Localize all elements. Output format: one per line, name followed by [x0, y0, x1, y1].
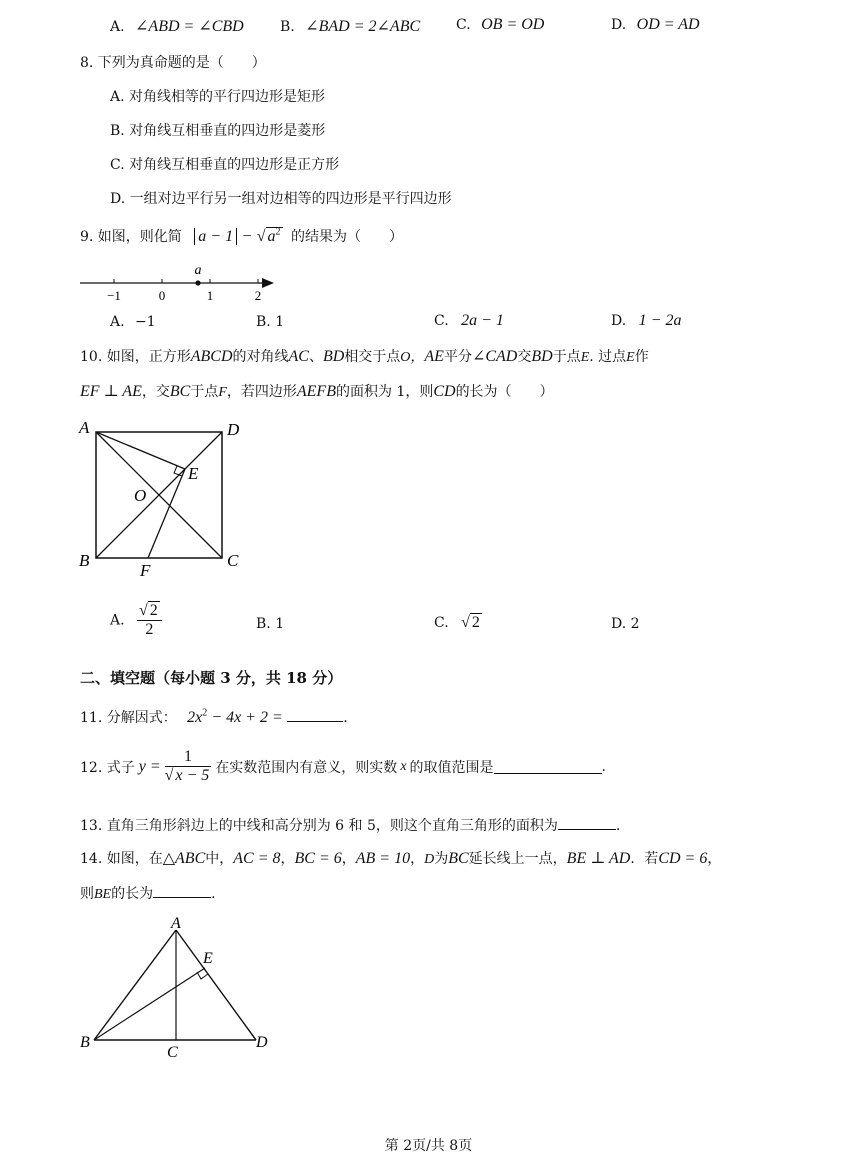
text: ，: [410, 851, 425, 867]
q9-option-b: [256, 314, 284, 330]
text: 的对角线: [232, 349, 289, 365]
option-letter: C.: [456, 17, 471, 33]
option-text: 1: [275, 616, 285, 632]
point-label: E: [188, 464, 199, 483]
text: 于点: [190, 384, 219, 400]
q7-option-b: [280, 16, 420, 36]
option-text: −1: [135, 314, 156, 330]
segment-ae: [96, 432, 185, 469]
fraction: [137, 602, 162, 639]
point-label: D: [256, 1034, 268, 1051]
math: 2: [202, 707, 208, 719]
section-heading: 二、填空题（每小题 3 分，共 18 分）: [80, 669, 343, 687]
fraction: [165, 748, 212, 785]
fraction-numerator: 1: [165, 748, 212, 767]
text: 为: [434, 851, 449, 867]
q10-stem-line1: [80, 346, 649, 366]
math: D: [424, 852, 435, 867]
q7-option-c: [456, 16, 544, 34]
q14-line2: [80, 883, 216, 903]
segment-ab: [94, 930, 176, 1040]
sqrt-radicand: x − 5: [175, 767, 210, 784]
right-angle-mark: [197, 972, 208, 979]
text: 于点: [552, 349, 581, 365]
text: 的取值范围是: [409, 759, 494, 776]
tick-label: 0: [158, 288, 166, 303]
math: BD: [322, 348, 345, 365]
option-letter: A.: [110, 19, 125, 35]
text: 延长线上一点，: [468, 851, 567, 867]
math: AB = 10: [355, 850, 411, 867]
text: ，若四边形: [226, 384, 297, 400]
math: E: [626, 350, 635, 365]
option-letter: C.: [434, 615, 449, 631]
math: AC = 8: [233, 850, 281, 867]
text: 交: [517, 349, 532, 365]
option-letter: D.: [611, 616, 627, 632]
text: 相交于点: [344, 349, 401, 365]
option-letter: D.: [611, 17, 627, 33]
math: F: [218, 385, 227, 400]
segment-ef: [148, 469, 185, 558]
math: △ABC: [162, 850, 206, 867]
text: 14. 如图，在: [80, 851, 163, 867]
q8-option-b: B. 对角线互相垂直的四边形是菱形: [110, 123, 326, 139]
sqrt: √ 2: [461, 614, 480, 631]
math: BE: [94, 887, 112, 902]
math: ∠CAD: [471, 348, 518, 365]
option-letter: B.: [256, 616, 271, 632]
math: AE: [424, 348, 444, 365]
point-label: B: [80, 1034, 90, 1051]
text: 的面积为 1，则: [335, 384, 434, 400]
point-label: O: [134, 486, 147, 505]
text: .: [601, 758, 606, 775]
math: x: [400, 758, 407, 774]
math: BD: [531, 348, 553, 365]
math: AEFB: [296, 383, 336, 400]
sqrt-radicand: 2: [149, 602, 158, 619]
tick-label: −1: [107, 288, 121, 303]
q9-minus: −: [241, 228, 253, 245]
text: .: [615, 818, 621, 834]
math: 2x: [187, 709, 203, 726]
q9-sqrt-base: a: [267, 228, 276, 245]
text: ，: [280, 851, 295, 867]
segment-ad: [176, 930, 256, 1040]
math: CD = 6: [658, 850, 708, 867]
option-letter: B.: [256, 314, 271, 330]
option-letter: B.: [280, 19, 295, 35]
point-a-label: a: [194, 263, 202, 278]
vertex-label: B: [79, 551, 90, 570]
text: ，交: [141, 384, 170, 400]
q9-stem: [80, 226, 403, 246]
math: BC = 6: [294, 850, 342, 867]
q9-sqrt: √ $a^2$: [256, 226, 281, 245]
math: − 4x + 2 =: [207, 709, 283, 726]
text: ．若: [630, 851, 659, 867]
text: 作: [634, 349, 649, 365]
option-text: 2: [630, 616, 640, 632]
text: . 过点: [589, 349, 627, 365]
math: y =: [138, 757, 161, 775]
math: BC: [448, 850, 469, 867]
option-letter: C.: [434, 313, 449, 329]
q10-square-figure: [74, 414, 254, 580]
page-footer: 第 2页/共 8页: [384, 1138, 473, 1154]
text: 、: [308, 349, 323, 365]
math: O，: [400, 350, 425, 365]
q9-suffix: 的结果为（ ）: [291, 229, 403, 245]
text: 的长为: [111, 886, 154, 902]
q7-option-a: [110, 16, 244, 36]
q10-option-d: [611, 616, 640, 632]
answer-blank[interactable]: [287, 707, 343, 722]
q9-number-line: [76, 260, 286, 308]
text: 中，: [205, 851, 234, 867]
answer-blank[interactable]: [153, 883, 211, 898]
q14-line1: [80, 848, 721, 868]
answer-blank[interactable]: [494, 759, 602, 774]
q10-option-b: [256, 616, 284, 632]
fraction-numerator: √ 2: [137, 602, 162, 621]
text: .: [211, 886, 216, 902]
q9-sqrt-exp: 2: [275, 226, 281, 238]
text: 在实数范围内有意义，则实数: [215, 759, 398, 776]
q14-triangle-figure: [76, 912, 276, 1064]
q9-option-d: [611, 312, 681, 330]
q11-expr: [187, 709, 283, 726]
math: ABCD: [190, 348, 233, 365]
answer-blank[interactable]: [558, 815, 616, 830]
segment-be: [94, 968, 205, 1040]
math: E: [580, 350, 590, 365]
option-text: 1 − 2a: [638, 312, 682, 329]
fraction-denominator: √ x − 5: [164, 767, 210, 784]
q11: [80, 707, 348, 727]
math: AC: [288, 348, 309, 365]
point-a-dot: [195, 280, 200, 285]
arrow-icon: [262, 278, 274, 288]
q9-option-a: [110, 314, 156, 330]
option-text: 2a − 1: [461, 312, 504, 329]
text: 10. 如图，正方形: [80, 349, 191, 365]
q9-option-c: [434, 312, 504, 330]
q10-option-a: [110, 602, 162, 639]
text: ，: [707, 851, 722, 867]
option-letter: D.: [611, 313, 627, 329]
vertex-label: D: [227, 420, 240, 439]
text: 的长为（ ）: [455, 384, 554, 400]
point-label: C: [167, 1044, 178, 1061]
option-text: 1: [275, 314, 285, 330]
math: EF ⊥ AE: [80, 383, 142, 400]
text: 则: [80, 886, 94, 902]
q8-stem: 8. 下列为真命题的是（ ）: [80, 55, 266, 71]
vertex-label: A: [79, 418, 90, 437]
option-letter: A.: [110, 612, 125, 629]
fraction-denominator: 2: [145, 621, 154, 638]
q13: [80, 815, 620, 835]
text: .: [343, 710, 348, 726]
tick-label: 2: [254, 288, 262, 303]
option-text: ∠ABD = ∠CBD: [135, 18, 244, 35]
point-label: E: [203, 950, 213, 967]
text: ，: [341, 851, 356, 867]
q12-prefix: 12. 式子: [80, 759, 135, 776]
point-label: A: [171, 915, 181, 932]
q10-stem-line2: [80, 381, 554, 401]
q10-option-c: [434, 614, 482, 632]
q11-prefix: 11. 分解因式：: [80, 710, 177, 726]
q8-option-a: A. 对角线相等的平行四边形是矩形: [110, 89, 326, 105]
q12: [80, 748, 606, 785]
option-text: OD = AD: [636, 16, 700, 33]
tick-label: 1: [206, 288, 214, 303]
option-text: ∠BAD = 2∠ABC: [305, 18, 421, 35]
math: CD: [433, 383, 456, 400]
text: 平分: [443, 349, 472, 365]
q9-abs-expr: a − 1: [194, 228, 237, 245]
sqrt-radicand: 2: [471, 614, 480, 631]
q8-option-c: C. 对角线互相垂直的四边形是正方形: [110, 157, 340, 173]
q9-prefix: 9. 如图，则化简: [80, 229, 182, 245]
option-letter: A.: [110, 314, 125, 330]
q8-option-d: D. 一组对边平行另一组对边相等的四边形是平行四边形: [110, 191, 452, 207]
q7-option-d: [611, 16, 700, 34]
vertex-label: C: [227, 551, 239, 570]
math: BE ⊥ AD: [566, 850, 631, 867]
point-label: F: [140, 561, 151, 580]
math: BC: [169, 383, 191, 400]
q13-text: 13. 直角三角形斜边上的中线和高分别为 6 和 5，则这个直角三角形的面积为: [80, 818, 558, 834]
option-text: OB = OD: [481, 16, 545, 33]
